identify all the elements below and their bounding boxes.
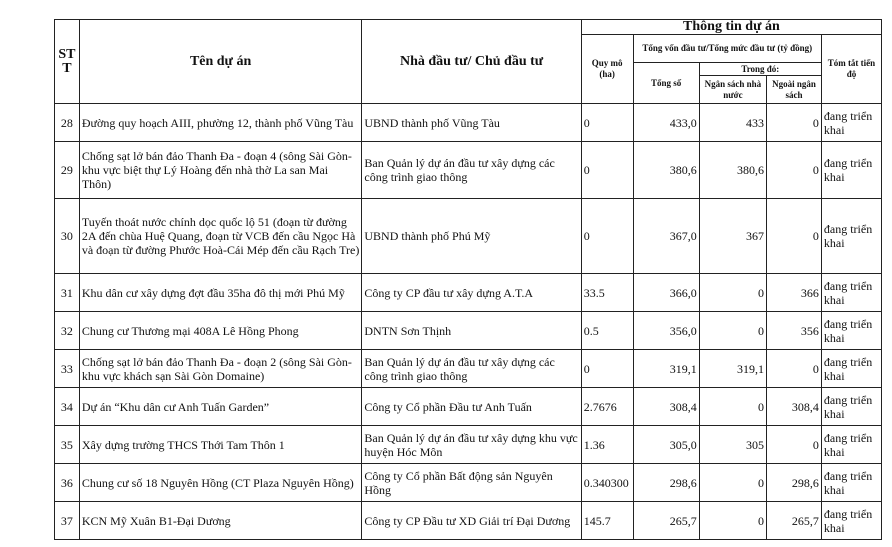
header-scale: Quy mô (ha) (581, 35, 633, 104)
row-stt: 35 (55, 426, 80, 464)
row-total: 265,7 (633, 502, 699, 540)
row-scale: 33.5 (581, 274, 633, 312)
header-summary: Tóm tắt tiến độ (821, 35, 881, 104)
table-row (55, 388, 882, 426)
row-total: 308,4 (633, 388, 699, 426)
row-non-budget: 356 (767, 312, 822, 350)
table-row (55, 464, 882, 502)
row-non-budget: 0 (767, 199, 822, 274)
row-status: đang triển khai (821, 312, 881, 350)
row-investor: UBND thành phố Vũng Tàu (362, 104, 581, 142)
row-stt: 31 (55, 274, 80, 312)
table-row (55, 426, 882, 464)
header-non-budget: Ngoài ngân sách (767, 76, 822, 104)
project-table (54, 19, 882, 540)
row-scale: 2.7676 (581, 388, 633, 426)
row-status: đang triển khai (821, 464, 881, 502)
table-row (55, 142, 882, 199)
row-non-budget: 0 (767, 142, 822, 199)
row-non-budget: 366 (767, 274, 822, 312)
row-non-budget: 308,4 (767, 388, 822, 426)
row-scale: 0 (581, 199, 633, 274)
row-total: 298,6 (633, 464, 699, 502)
row-investor: Ban Quản lý dự án đầu tư xây dựng các công trình giao thông (362, 142, 581, 199)
header-stt: ST T (55, 20, 80, 104)
row-scale: 1.36 (581, 426, 633, 464)
row-state-budget: 433 (699, 104, 766, 142)
row-stt: 33 (55, 350, 80, 388)
row-stt: 32 (55, 312, 80, 350)
row-non-budget: 0 (767, 426, 822, 464)
row-non-budget: 265,7 (767, 502, 822, 540)
row-state-budget: 305 (699, 426, 766, 464)
row-stt: 29 (55, 142, 80, 199)
row-state-budget: 319,1 (699, 350, 766, 388)
row-project-name: Xây dựng trường THCS Thới Tam Thôn 1 (79, 426, 362, 464)
row-project-name: Đường quy hoạch AIII, phường 12, thành phố Vũng Tàu (79, 104, 362, 142)
row-total: 305,0 (633, 426, 699, 464)
row-project-name: Tuyến thoát nước chính dọc quốc lộ 51 (đoạn từ đường 2A đến chùa Huệ Quang, đoạn từ VCB đến cầu Ngọc Hà và đoạn từ đường Phước Hoà-Cái Mép đến cầu Rạch Tre) (79, 199, 362, 274)
row-stt: 36 (55, 464, 80, 502)
row-non-budget: 298,6 (767, 464, 822, 502)
row-stt: 28 (55, 104, 80, 142)
header-of-which: Trong đó: (699, 63, 821, 76)
row-scale: 145.7 (581, 502, 633, 540)
row-state-budget: 0 (699, 464, 766, 502)
row-scale: 0.340300 (581, 464, 633, 502)
header-project-name: Tên dự án (79, 20, 362, 104)
row-scale: 0 (581, 142, 633, 199)
table-row (55, 104, 882, 142)
row-total: 380,6 (633, 142, 699, 199)
table-row (55, 502, 882, 540)
row-investor: Ban Quản lý dự án đầu tư xây dựng các công trình giao thông (362, 350, 581, 388)
row-status: đang triển khai (821, 502, 881, 540)
row-status: đang triển khai (821, 350, 881, 388)
row-total: 356,0 (633, 312, 699, 350)
row-investor: Công ty CP đầu tư xây dựng A.T.A (362, 274, 581, 312)
row-state-budget: 367 (699, 199, 766, 274)
row-status: đang triển khai (821, 142, 881, 199)
row-status: đang triển khai (821, 426, 881, 464)
row-investor: UBND thành phố Phú Mỹ (362, 199, 581, 274)
row-project-name: Chống sạt lở bán đảo Thanh Đa - đoạn 2 (sông Sài Gòn-khu vực khách sạn Sài Gòn Domaine) (79, 350, 362, 388)
header-total: Tổng số (633, 63, 699, 104)
row-scale: 0 (581, 350, 633, 388)
header-total-capital: Tổng vốn đầu tư/Tổng mức đầu tư (tỷ đồng) (633, 35, 821, 63)
table-row (55, 274, 882, 312)
row-project-name: Chung cư Thương mại 408A Lê Hồng Phong (79, 312, 362, 350)
table-row (55, 350, 882, 388)
row-status: đang triển khai (821, 388, 881, 426)
row-investor: DNTN Sơn Thịnh (362, 312, 581, 350)
row-project-name: Chống sạt lở bán đảo Thanh Đa - đoạn 4 (sông Sài Gòn-khu vực biệt thự Lý Hoàng đến nhà thờ La san Mai Thôn) (79, 142, 362, 199)
row-status: đang triển khai (821, 274, 881, 312)
row-investor: Công ty CP Đầu tư XD Giải trí Đại Dương (362, 502, 581, 540)
row-state-budget: 0 (699, 502, 766, 540)
row-project-name: Khu dân cư xây dựng đợt đầu 35ha đô thị mới Phú Mỹ (79, 274, 362, 312)
header-investor: Nhà đầu tư/ Chủ đầu tư (362, 20, 581, 104)
row-non-budget: 0 (767, 350, 822, 388)
table-row (55, 199, 882, 274)
row-state-budget: 0 (699, 274, 766, 312)
row-project-name: KCN Mỹ Xuân B1-Đại Dương (79, 502, 362, 540)
row-status: đang triển khai (821, 104, 881, 142)
row-total: 366,0 (633, 274, 699, 312)
row-scale: 0.5 (581, 312, 633, 350)
table-row (55, 312, 882, 350)
row-stt: 30 (55, 199, 80, 274)
row-investor: Công ty Cổ phần Bất động sản Nguyên Hồng (362, 464, 581, 502)
row-investor: Ban Quản lý dự án đầu tư xây dựng khu vực huyện Hóc Môn (362, 426, 581, 464)
row-project-name: Chung cư số 18 Nguyên Hồng (CT Plaza Nguyên Hồng) (79, 464, 362, 502)
row-stt: 37 (55, 502, 80, 540)
row-total: 319,1 (633, 350, 699, 388)
row-state-budget: 0 (699, 312, 766, 350)
row-state-budget: 380,6 (699, 142, 766, 199)
row-total: 433,0 (633, 104, 699, 142)
row-stt: 34 (55, 388, 80, 426)
row-non-budget: 0 (767, 104, 822, 142)
row-scale: 0 (581, 104, 633, 142)
row-state-budget: 0 (699, 388, 766, 426)
header-state-budget: Ngân sách nhà nước (699, 76, 766, 104)
row-investor: Công ty Cổ phần Đầu tư Anh Tuấn (362, 388, 581, 426)
row-status: đang triển khai (821, 199, 881, 274)
row-total: 367,0 (633, 199, 699, 274)
header-project-info: Thông tin dự án (581, 20, 881, 35)
row-project-name: Dự án “Khu dân cư Anh Tuấn Garden” (79, 388, 362, 426)
